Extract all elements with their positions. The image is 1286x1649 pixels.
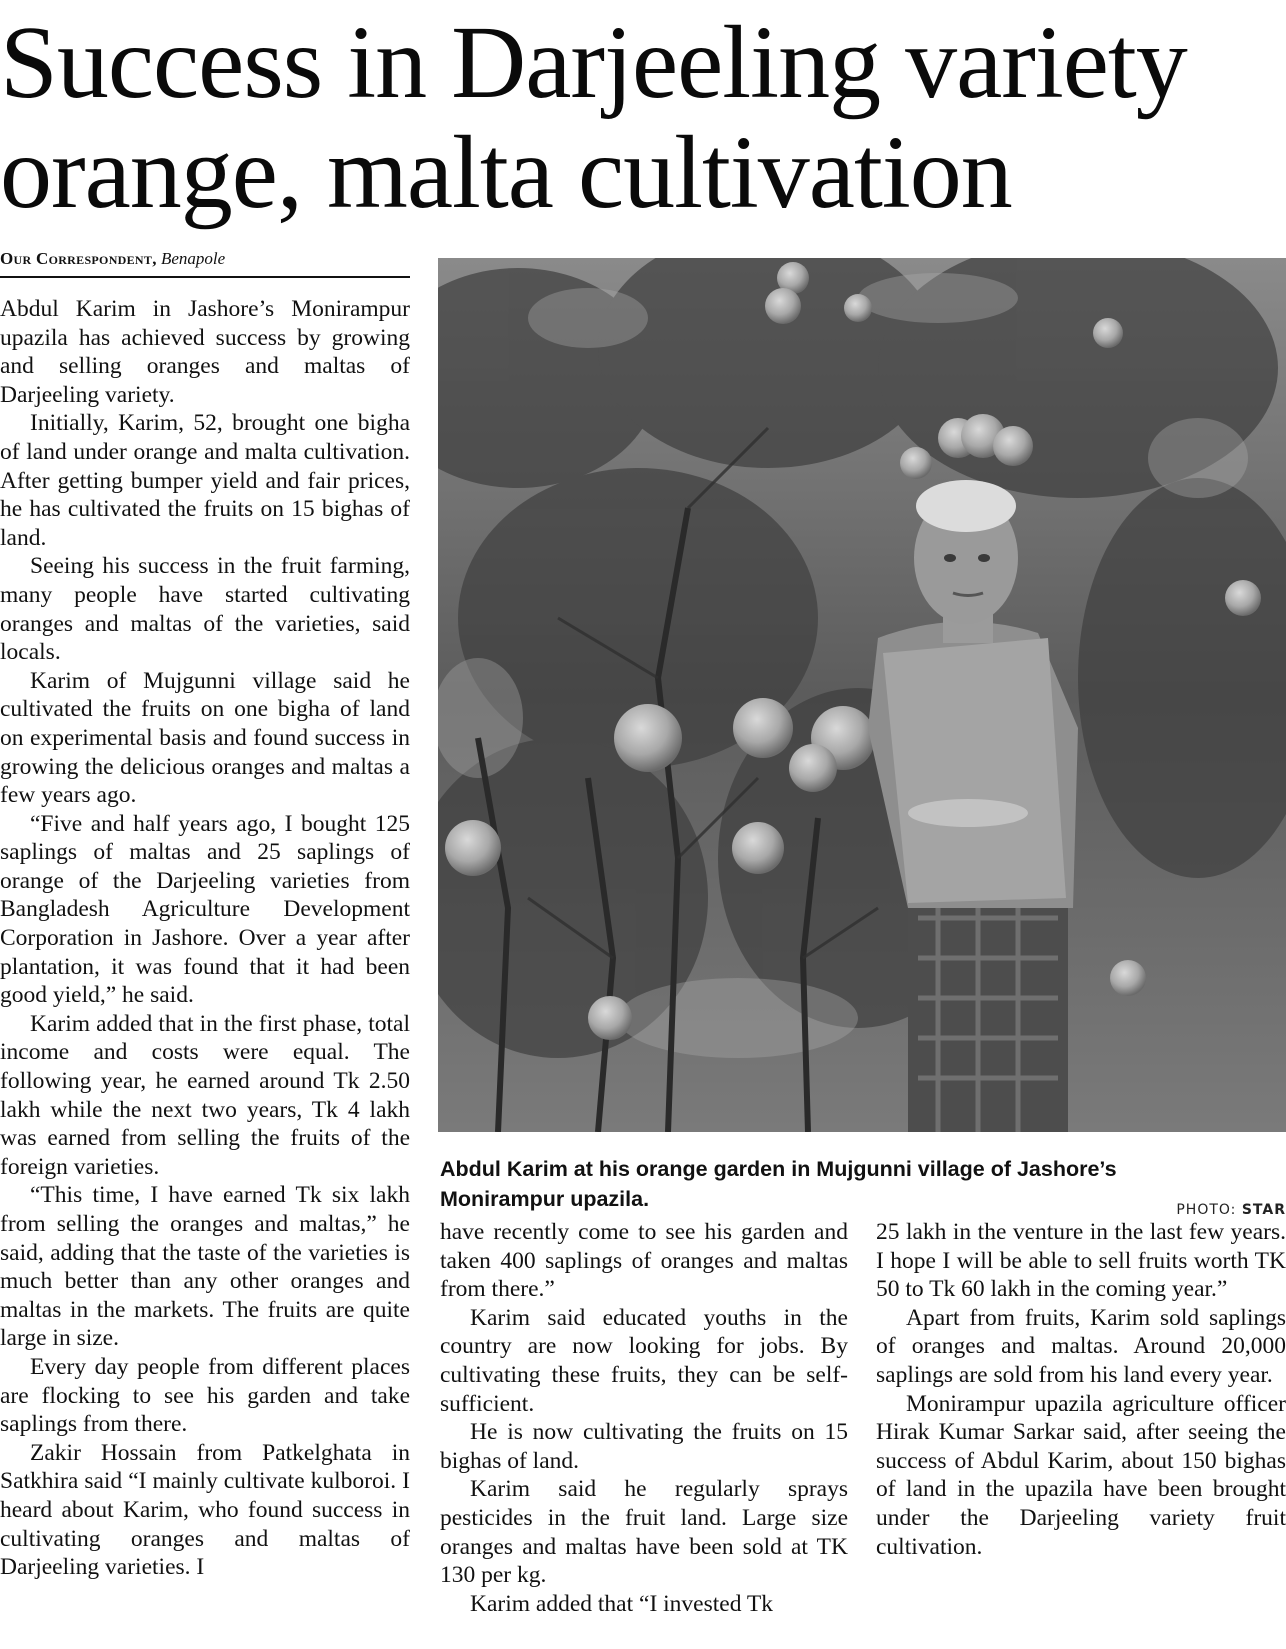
photo-caption-line-1: Abdul Karim at his orange garden in Mujgunni village of Jashore’s [440, 1157, 1117, 1181]
article-paragraph: Karim said he regularly sprays pesticides in the fruit land. Large size oranges and maltas have been sold at TK 130 per kg. [440, 1476, 848, 1589]
photo-caption [440, 1154, 1286, 1214]
byline [0, 248, 410, 278]
byline-location: Benapole [161, 249, 226, 268]
article-paragraph: have recently come to see his garden and taken 400 saplings of oranges and maltas from there.” [440, 1219, 848, 1303]
article-column-1 [0, 295, 410, 1582]
article-column-3 [876, 1218, 1286, 1561]
article-paragraph: “This time, I have earned Tk six lakh from selling the oranges and maltas,” he said, adding that the taste of the varieties is much better than any other oranges and maltas in the markets. The fruits are quite large in size. [0, 1182, 410, 1352]
byline-author: Our Correspondent, [0, 249, 157, 268]
article-paragraph: Every day people from different places are flocking to see his garden and take saplings from there. [0, 1353, 410, 1438]
headline-line-1: Success in Darjeeling variety [0, 5, 1187, 120]
article-paragraph: Monirampur upazila agriculture officer Hirak Kumar Sarkar said, after seeing the success of Abdul Karim, about 150 bighas of land in the upazila have been brought under the Darjeeling variety fruit cultivation. [876, 1390, 1286, 1560]
article-paragraph: He is now cultivating the fruits on 15 bighas of land. [440, 1419, 848, 1474]
photo-credit-label: PHOTO: [1176, 1202, 1237, 1218]
article-paragraph: Karim added that “I invested Tk [470, 1590, 774, 1617]
photo-credit [1176, 1202, 1286, 1218]
article-photo [438, 258, 1286, 1132]
article-paragraph: Karim said educated youths in the country are now looking for jobs. By cultivating these fruits, they can be self-sufficient. [440, 1304, 848, 1417]
article-paragraph: Seeing his success in the fruit farming, many people have started cultivating oranges and maltas of the varieties, said locals. [0, 553, 410, 666]
photo-credit-source: STAR [1241, 1202, 1286, 1218]
article-paragraph: Initially, Karim, 52, brought one bigha of land under orange and malta cultivation. After getting bumper yield and fair prices, he has cultivated the fruits on 15 bighas of land. [0, 410, 410, 551]
headline-line-2: orange, malta cultivation [0, 115, 1012, 230]
article-paragraph: Apart from fruits, Karim sold saplings of oranges and maltas. Around 20,000 saplings are sold from his land every year. [876, 1304, 1286, 1388]
article-paragraph: Abdul Karim in Jashore’s Monirampur upazila has achieved success by growing and selling oranges and maltas of Darjeeling variety. [0, 296, 410, 408]
article-paragraph: Zakir Hossain from Patkelghata in Satkhira said “I mainly cultivate kulboroi. I heard about Karim, who found success in cultivating oranges and maltas of Darjeeling varieties. I [0, 1439, 410, 1581]
photo-caption-line-2: Monirampur upazila. [440, 1187, 650, 1211]
article-column-2 [440, 1218, 848, 1618]
article-paragraph: Karim added that in the first phase, total income and costs were equal. The following year, he earned around Tk 2.50 lakh while the next two years, Tk 4 lakh was earned from selling the fruits of the foreign varieties. [0, 1010, 410, 1180]
article-paragraph: “Five and half years ago, I bought 125 saplings of maltas and 25 saplings of orange of the Darjeeling varieties from Bangladesh Agriculture Development Corporation in Jashore. Over a year after plantation, it was found that it had been good yield,” he said. [0, 810, 410, 1009]
article-paragraph: Karim of Mujgunni village said he cultivated the fruits on one bigha of land on experimental basis and found success in growing the delicious oranges and maltas a few years ago. [0, 667, 410, 809]
article-paragraph: 25 lakh in the venture in the last few years. I hope I will be able to sell fruits worth TK 50 to Tk 60 lakh in the coming year.” [876, 1219, 1286, 1303]
headline [0, 5, 1286, 230]
